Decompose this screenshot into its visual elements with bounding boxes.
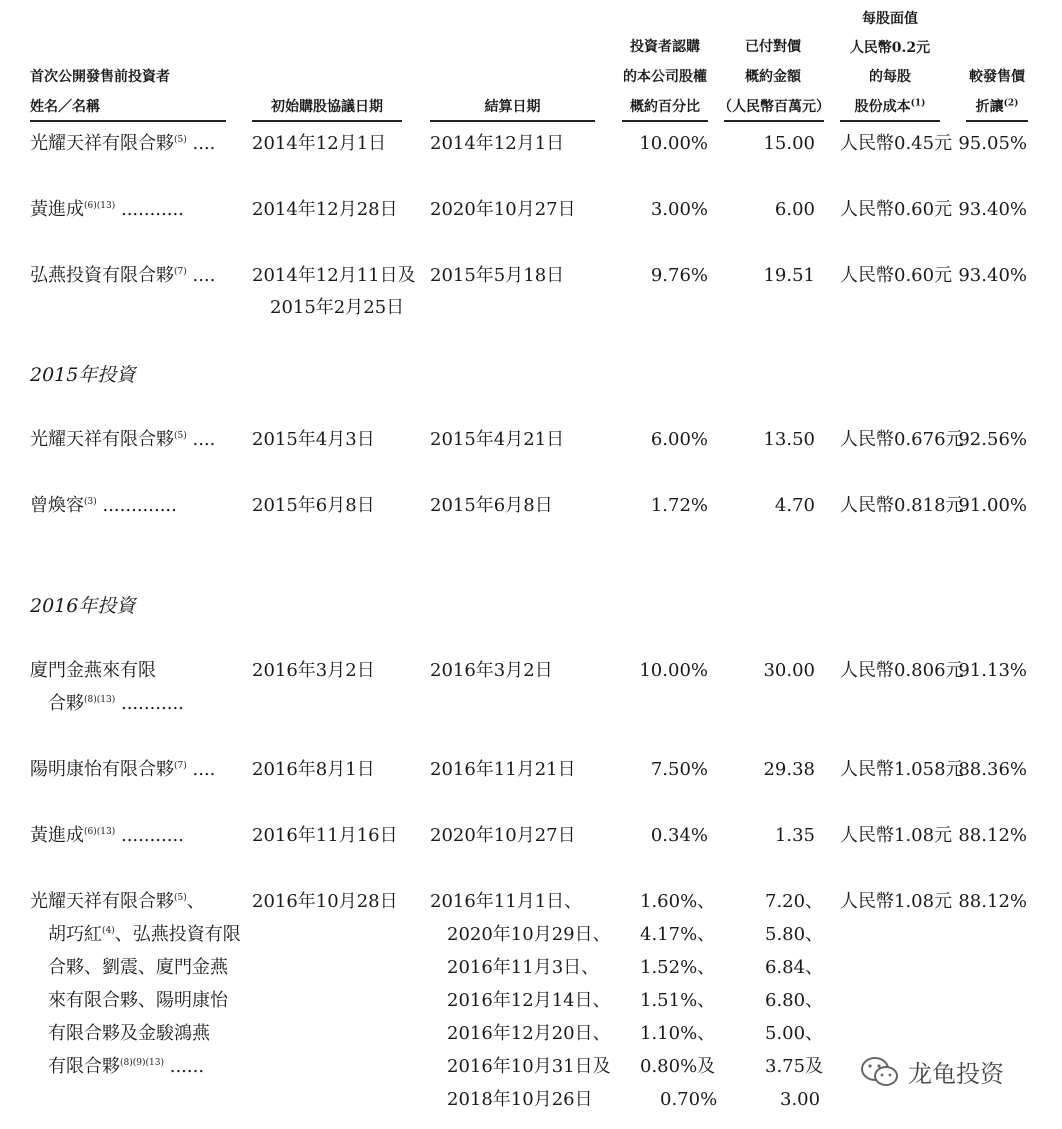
header-rule-percentage	[622, 120, 708, 122]
row-2-settlement: 2020年10月27日	[430, 199, 576, 220]
header-discount-1: 較發售價	[969, 69, 1025, 85]
row-4-agreement: 2015年4月3日	[252, 429, 375, 450]
row-9-paid-1: 7.20、	[765, 891, 824, 912]
row-5-percent: 1.72%	[650, 495, 708, 516]
row-3-cost: 人民幣0.60元	[840, 265, 953, 286]
row-1-discount: 95.05%	[958, 133, 1027, 154]
row-9-settlement-3: 2016年11月3日、	[447, 957, 600, 978]
row-9-agreement: 2016年10月28日	[252, 891, 398, 912]
row-6-paid: 30.00	[763, 660, 815, 681]
row-4-percent: 6.00%	[650, 429, 708, 450]
row-2-agreement: 2014年12月28日	[252, 199, 398, 220]
row-7-name: 陽明康怡有限合夥$^{(7)}$ ....	[30, 759, 216, 780]
header-cost-3: 的每股	[869, 69, 911, 85]
row-9-name-6: 有限合夥$^{(8)(9)(13)}$ ......	[48, 1056, 205, 1077]
header-percentage-2: 的本公司股權	[623, 69, 707, 85]
row-6-cost: 人民幣0.806元	[840, 660, 964, 681]
section-2016: 2016年投資	[30, 595, 136, 617]
row-9-paid-5: 5.00、	[765, 1023, 824, 1044]
row-6-name-2: 合夥$^{(8)(13)}$ ...........	[48, 693, 184, 714]
row-1-paid: 15.00	[763, 133, 815, 154]
row-9-name-4: 來有限合夥、陽明康怡	[48, 990, 228, 1011]
row-9-paid-2: 5.80、	[765, 924, 824, 945]
section-2015: 2015年投資	[30, 364, 136, 386]
row-4-discount: 92.56%	[958, 429, 1027, 450]
row-6-settlement: 2016年3月2日	[430, 660, 553, 681]
row-3-agreement-2: 2015年2月25日	[270, 297, 405, 318]
header-percentage-1: 投資者認購	[630, 39, 700, 55]
header-paid-1: 已付對價	[745, 39, 801, 55]
header-name-2: 姓名／名稱	[30, 99, 100, 115]
row-1-settlement: 2014年12月1日	[430, 133, 565, 154]
row-6-name-1: 廈門金燕來有限	[30, 660, 156, 681]
row-8-percent: 0.34%	[650, 825, 708, 846]
row-7-paid: 29.38	[763, 759, 815, 780]
row-9-percent-4: 1.51%、	[640, 990, 716, 1011]
row-2-name: 黃進成$^{(6)(13)}$ ...........	[30, 199, 184, 220]
row-9-name-5: 有限合夥及金駿鴻燕	[48, 1023, 210, 1044]
row-9-cost: 人民幣1.08元	[840, 891, 953, 912]
row-9-settlement-7: 2018年10月26日	[447, 1089, 593, 1110]
wechat-icon	[860, 1055, 900, 1089]
row-9-paid-7: 3.00	[780, 1089, 821, 1110]
row-1-agreement: 2014年12月1日	[252, 133, 387, 154]
row-9-percent-6: 0.80%及	[640, 1056, 716, 1077]
watermark-text: 龙龟投资	[908, 1060, 1004, 1088]
row-6-percent: 10.00%	[639, 660, 708, 681]
row-7-cost: 人民幣1.058元	[840, 759, 964, 780]
row-5-discount: 91.00%	[958, 495, 1027, 516]
row-7-agreement: 2016年8月1日	[252, 759, 375, 780]
row-8-name: 黃進成$^{(6)(13)}$ ...........	[30, 825, 184, 846]
header-discount-2: 折讓$^{(2)}$	[975, 98, 1019, 115]
row-8-discount: 88.12%	[958, 825, 1027, 846]
row-9-percent-2: 4.17%、	[640, 924, 716, 945]
header-rule-discount	[966, 120, 1028, 122]
row-2-paid: 6.00	[774, 199, 815, 220]
header-cost-1: 每股面值	[862, 11, 918, 27]
header-cost-2: 人民幣0.2元	[849, 40, 931, 56]
header-paid-2: 概約金額	[745, 69, 801, 85]
row-9-paid-4: 6.80、	[765, 990, 824, 1011]
header-paid-3: （人民幣百萬元）	[718, 99, 830, 115]
header-rule-cost	[840, 120, 940, 122]
row-1-cost: 人民幣0.45元	[840, 133, 953, 154]
row-8-agreement: 2016年11月16日	[252, 825, 398, 846]
row-2-cost: 人民幣0.60元	[840, 199, 953, 220]
row-4-name: 光耀天祥有限合夥$^{(5)}$ ....	[30, 429, 216, 450]
row-1-name: 光耀天祥有限合夥$^{(5)}$ ....	[30, 133, 216, 154]
row-5-cost: 人民幣0.818元	[840, 495, 964, 516]
row-9-name-2: 胡巧紅$^{(4)}$、弘燕投資有限	[48, 924, 241, 945]
row-1-percent: 10.00%	[639, 133, 708, 154]
row-9-discount: 88.12%	[958, 891, 1027, 912]
row-5-name: 曾煥容$^{(3)}$ .............	[30, 495, 177, 516]
row-6-agreement: 2016年3月2日	[252, 660, 375, 681]
header-rule-name	[30, 120, 226, 122]
row-9-percent-7: 0.70%	[660, 1089, 718, 1110]
row-3-percent: 9.76%	[650, 265, 708, 286]
header-settlement-date: 結算日期	[484, 99, 541, 115]
row-9-settlement-1: 2016年11月1日、	[430, 891, 583, 912]
row-8-settlement: 2020年10月27日	[430, 825, 576, 846]
row-9-settlement-5: 2016年12月20日、	[447, 1023, 611, 1044]
header-agreement-date: 初始購股協議日期	[271, 99, 383, 115]
row-7-percent: 7.50%	[650, 759, 708, 780]
row-9-percent-1: 1.60%、	[640, 891, 716, 912]
row-8-paid: 1.35	[774, 825, 815, 846]
header-rule-settlement	[430, 120, 595, 122]
row-3-paid: 19.51	[763, 265, 815, 286]
row-9-paid-3: 6.84、	[765, 957, 824, 978]
row-9-settlement-6: 2016年10月31日及	[447, 1056, 611, 1077]
row-9-percent-5: 1.10%、	[640, 1023, 716, 1044]
header-cost-4: 股份成本$^{(1)}$	[854, 98, 926, 115]
row-3-name: 弘燕投資有限合夥$^{(7)}$ ....	[30, 265, 216, 286]
row-2-percent: 3.00%	[650, 199, 708, 220]
row-3-discount: 93.40%	[958, 265, 1027, 286]
row-2-discount: 93.40%	[958, 199, 1027, 220]
row-9-percent-3: 1.52%、	[640, 957, 716, 978]
row-4-cost: 人民幣0.676元	[840, 429, 964, 450]
row-5-agreement: 2015年6月8日	[252, 495, 375, 516]
row-9-name-3: 合夥、劉震、廈門金燕	[48, 957, 228, 978]
row-5-paid: 4.70	[774, 495, 815, 516]
header-name-1: 首次公開發售前投資者	[30, 69, 170, 85]
header-rule-agreement	[252, 120, 402, 122]
header-percentage-3: 概約百分比	[630, 99, 700, 115]
row-3-settlement: 2015年5月18日	[430, 265, 565, 286]
row-4-settlement: 2015年4月21日	[430, 429, 565, 450]
row-4-paid: 13.50	[763, 429, 815, 450]
row-9-settlement-4: 2016年12月14日、	[447, 990, 611, 1011]
row-3-agreement-1: 2014年12月11日及	[252, 265, 416, 286]
watermark	[860, 1054, 1004, 1089]
row-6-discount: 91.13%	[958, 660, 1027, 681]
row-8-cost: 人民幣1.08元	[840, 825, 953, 846]
header-rule-paid	[724, 120, 824, 122]
row-5-settlement: 2015年6月8日	[430, 495, 553, 516]
row-7-discount: 88.36%	[958, 759, 1027, 780]
row-9-settlement-2: 2020年10月29日、	[447, 924, 611, 945]
row-9-name-1: 光耀天祥有限合夥$^{(5)}$、	[30, 891, 205, 912]
row-9-paid-6: 3.75及	[765, 1056, 824, 1077]
row-7-settlement: 2016年11月21日	[430, 759, 576, 780]
